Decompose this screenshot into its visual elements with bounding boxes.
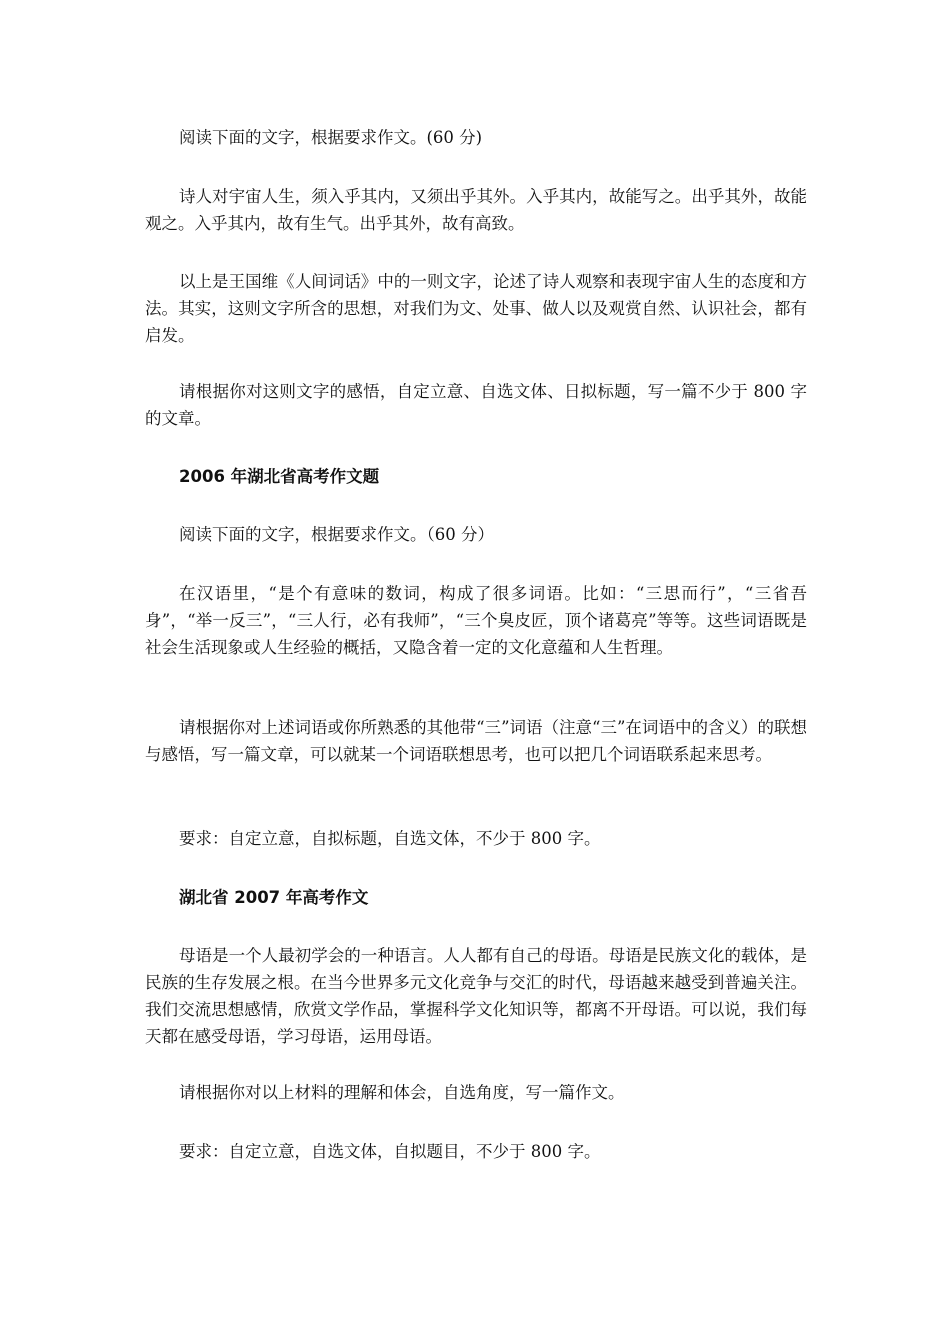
task-2007-paragraph: 请根据你对以上材料的理解和体会，自选角度，写一篇作文。 (179, 1083, 625, 1102)
material-2007-paragraph: 母语是一个人最初学会的一种语言。人人都有自己的母语。母语是民族文化的载体，是民族的生存发展之根。在当今世界多元文化竞争与交汇的时代，母语越来越受到普遍关注。我们交流思想感情，欣赏文学作品，掌握科学文化知识等，都离不开母语。可以说，我们每天都在感受母语，学习母语，运用母语。 (145, 946, 807, 1046)
requirement-2007: 要求：自定立意，自选文体，自拟题目，不少于 800 字。 (179, 1142, 601, 1161)
heading-2007: 湖北省 2007 年高考作文 (179, 888, 369, 907)
task-2005-paragraph: 请根据你对这则文字的感悟，自定立意、自选文体、日拟标题，写一篇不少于 800 字的文章。 (145, 382, 807, 428)
heading-2006: 2006 年湖北省高考作文题 (179, 467, 380, 486)
poem-quote-paragraph: 诗人对宇宙人生，须入乎其内，又须出乎其外。入乎其内，故能写之。出乎其外，故能观之。入乎其内，故有生气。出乎其外，故有高致。 (145, 187, 807, 233)
material-2006-paragraph: 在汉语里，“是个有意味的数词，构成了很多词语。比如：“三思而行”，“三省吾身”，“举一反三”，“三人行，必有我师”，“三个臭皮匠，顶个诸葛亮”等等。这些词语既是社会生活现象或人生经验的概括，又隐含着一定的文化意蕴和人生哲理。 (145, 584, 807, 657)
task-2006-paragraph: 请根据你对上述词语或你所熟悉的其他带“三”词语（注意“三”在词语中的含义）的联想与感悟，写一篇文章，可以就某一个词语联想思考，也可以把几个词语联系起来思考。 (145, 718, 807, 764)
explanation-paragraph: 以上是王国维《人间词话》中的一则文字，论述了诗人观察和表现宇宙人生的态度和方法。其实，这则文字所含的思想，对我们为文、处事、做人以及观赏自然、认识社会，都有启发。 (145, 272, 807, 345)
instruction-2006: 阅读下面的文字，根据要求作文。（60 分） (179, 525, 494, 544)
intro-instruction: 阅读下面的文字，根据要求作文。(60 分) (179, 128, 483, 147)
requirement-2006: 要求：自定立意，自拟标题，自选文体，不少于 800 字。 (179, 829, 601, 848)
